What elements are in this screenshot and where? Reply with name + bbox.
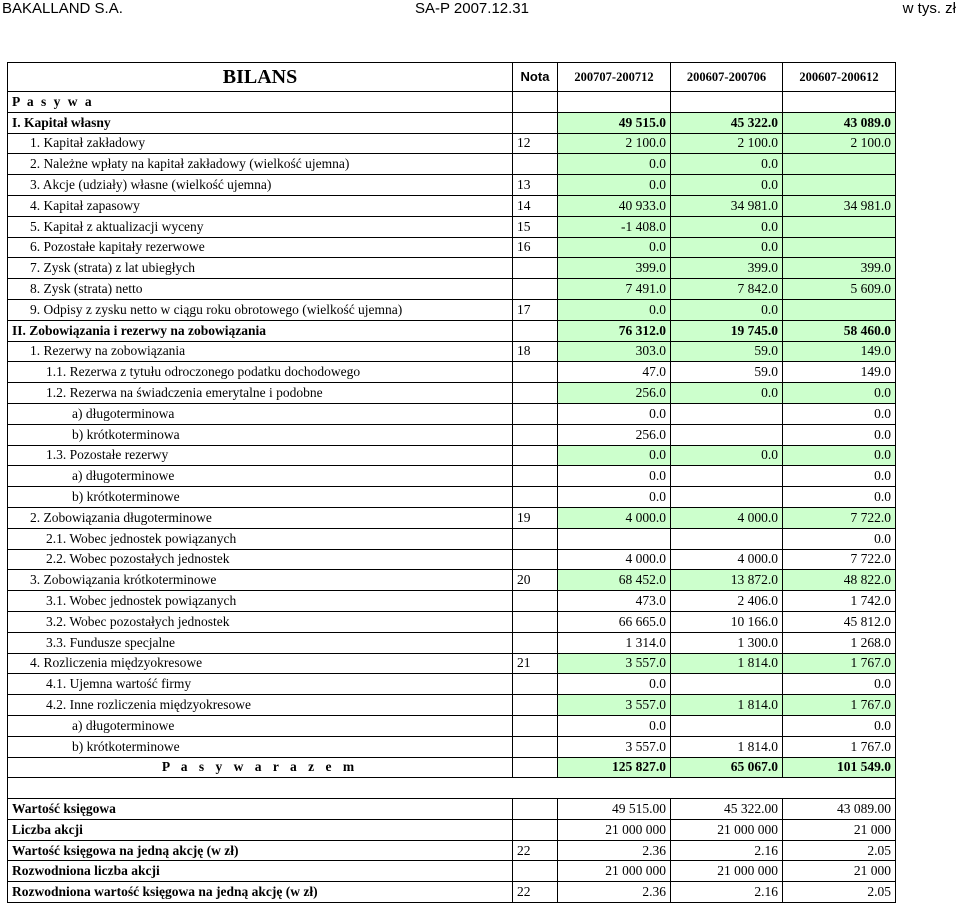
table-row	[8, 674, 896, 695]
row-label: 2.2. Wobec pozostałych jednostek	[8, 549, 513, 570]
row-nota: 18	[513, 341, 558, 362]
row-value: 49 515.0	[558, 112, 671, 133]
report-id: SA-P 2007.12.31	[415, 0, 529, 17]
row-value: 0.0	[671, 445, 783, 466]
row-value: 149.0	[783, 341, 896, 362]
company-name: BAKALLAND S.A.	[2, 0, 123, 17]
row-value: 59.0	[671, 341, 783, 362]
row-nota	[513, 424, 558, 445]
row-value	[671, 528, 783, 549]
row-value: 256.0	[558, 424, 671, 445]
summary-nota: 22	[513, 840, 558, 861]
row-label: 1.3. Pozostałe rezerwy	[8, 445, 513, 466]
summary-label: Wartość księgowa na jedną akcję (w zł)	[8, 840, 513, 861]
row-value: 7 722.0	[783, 507, 896, 528]
summary-row	[8, 799, 896, 820]
row-nota: 19	[513, 507, 558, 528]
summary-label: Rozwodniona liczba akcji	[8, 861, 513, 882]
table-row	[8, 570, 896, 591]
table-row	[8, 133, 896, 154]
row-value: 0.0	[671, 383, 783, 404]
row-value: 13 872.0	[671, 570, 783, 591]
spacer-row	[8, 778, 896, 799]
row-value: 0.0	[558, 237, 671, 258]
row-value	[783, 175, 896, 196]
row-label: 5. Kapitał z aktualizacji wyceny	[8, 216, 513, 237]
row-nota	[513, 715, 558, 736]
section-row	[8, 92, 896, 113]
table-row	[8, 632, 896, 653]
empty-cell	[783, 778, 896, 799]
row-nota	[513, 632, 558, 653]
empty-cell	[783, 92, 896, 113]
row-label: 9. Odpisy z zysku netto w ciągu roku obrotowego (wielkość ujemna)	[8, 299, 513, 320]
summary-value: 21 000	[783, 861, 896, 882]
row-nota: 14	[513, 195, 558, 216]
summary-nota: 22	[513, 882, 558, 903]
row-value	[671, 487, 783, 508]
row-nota	[513, 383, 558, 404]
row-nota	[513, 736, 558, 757]
summary-value: 21 000	[783, 819, 896, 840]
row-value: 1 814.0	[671, 695, 783, 716]
empty-cell	[671, 92, 783, 113]
row-label: 8. Zysk (strata) netto	[8, 279, 513, 300]
row-value	[671, 403, 783, 424]
row-value	[671, 424, 783, 445]
row-value: 0.0	[558, 487, 671, 508]
total-row	[8, 757, 896, 778]
row-value: 7 491.0	[558, 279, 671, 300]
row-label: II. Zobowiązania i rezerwy na zobowiązania	[8, 320, 513, 341]
row-value: 3 557.0	[558, 653, 671, 674]
row-label: 3.3. Fundusze specjalne	[8, 632, 513, 653]
summary-label: Wartość księgowa	[8, 799, 513, 820]
summary-row	[8, 819, 896, 840]
empty-cell	[8, 778, 513, 799]
row-value	[558, 528, 671, 549]
row-value: 45 812.0	[783, 611, 896, 632]
row-value: 1 814.0	[671, 736, 783, 757]
row-label: 2. Zobowiązania długoterminowe	[8, 507, 513, 528]
row-nota: 15	[513, 216, 558, 237]
row-value: 473.0	[558, 591, 671, 612]
row-label: 3.1. Wobec jednostek powiązanych	[8, 591, 513, 612]
empty-cell	[513, 92, 558, 113]
summary-value: 21 000 000	[671, 819, 783, 840]
row-value	[783, 154, 896, 175]
table-row	[8, 507, 896, 528]
row-value: 0.0	[558, 715, 671, 736]
row-value: 1 814.0	[671, 653, 783, 674]
balance-sheet-table	[7, 62, 896, 903]
period-header: 200607-200706	[671, 63, 783, 92]
table-row	[8, 403, 896, 424]
row-nota: 20	[513, 570, 558, 591]
row-nota: 12	[513, 133, 558, 154]
row-value: 68 452.0	[558, 570, 671, 591]
row-value: 59.0	[671, 362, 783, 383]
summary-nota	[513, 799, 558, 820]
row-value	[671, 715, 783, 736]
row-label: 4. Rozliczenia międzyokresowe	[8, 653, 513, 674]
row-value: 0.0	[671, 237, 783, 258]
row-value: 2 100.0	[783, 133, 896, 154]
row-value: 43 089.0	[783, 112, 896, 133]
table-row	[8, 195, 896, 216]
table-row	[8, 341, 896, 362]
row-value: 2 406.0	[671, 591, 783, 612]
table-row	[8, 424, 896, 445]
row-label: a) długoterminowe	[8, 466, 513, 487]
table-row	[8, 112, 896, 133]
row-value: 1 742.0	[783, 591, 896, 612]
row-value	[783, 216, 896, 237]
row-value: 4 000.0	[671, 549, 783, 570]
row-value: 0.0	[783, 674, 896, 695]
row-value: 7 842.0	[671, 279, 783, 300]
empty-cell	[513, 778, 558, 799]
empty-cell	[558, 92, 671, 113]
summary-value: 2.16	[671, 840, 783, 861]
row-nota	[513, 154, 558, 175]
row-label: 6. Pozostałe kapitały rezerwowe	[8, 237, 513, 258]
summary-nota	[513, 861, 558, 882]
row-label: 4.2. Inne rozliczenia międzyokresowe	[8, 695, 513, 716]
table-row	[8, 736, 896, 757]
row-value: 4 000.0	[671, 507, 783, 528]
row-value: 0.0	[558, 403, 671, 424]
row-label: 4. Kapitał zapasowy	[8, 195, 513, 216]
summary-value: 45 322.00	[671, 799, 783, 820]
table-row	[8, 466, 896, 487]
row-value: 0.0	[783, 715, 896, 736]
row-label: 1.2. Rezerwa na świadczenia emerytalne i podobne	[8, 383, 513, 404]
row-value: 40 933.0	[558, 195, 671, 216]
table-row	[8, 715, 896, 736]
row-value: 0.0	[783, 403, 896, 424]
row-value: 0.0	[671, 175, 783, 196]
row-value: 76 312.0	[558, 320, 671, 341]
table-row	[8, 299, 896, 320]
summary-row	[8, 861, 896, 882]
total-label: P a s y w a r a z e m	[8, 757, 513, 778]
row-value: 0.0	[558, 154, 671, 175]
row-value: 7 722.0	[783, 549, 896, 570]
row-value: 58 460.0	[783, 320, 896, 341]
row-value: 0.0	[783, 487, 896, 508]
table-row	[8, 528, 896, 549]
row-nota	[513, 445, 558, 466]
row-value: 1 767.0	[783, 653, 896, 674]
row-value: 0.0	[783, 383, 896, 404]
row-nota	[513, 403, 558, 424]
row-label: 3. Zobowiązania krótkoterminowe	[8, 570, 513, 591]
table-header-row	[8, 63, 896, 92]
summary-value: 21 000 000	[558, 819, 671, 840]
row-value: 0.0	[671, 216, 783, 237]
table-title: BILANS	[8, 63, 513, 92]
section-label: P a s y w a	[8, 92, 513, 113]
empty-cell	[513, 757, 558, 778]
row-value: 256.0	[558, 383, 671, 404]
row-nota	[513, 611, 558, 632]
row-label: b) krótkoterminowe	[8, 736, 513, 757]
table-row	[8, 445, 896, 466]
empty-cell	[558, 778, 671, 799]
row-label: a) długoterminowe	[8, 715, 513, 736]
row-value: 303.0	[558, 341, 671, 362]
summary-value: 2.36	[558, 840, 671, 861]
row-value: 3 557.0	[558, 695, 671, 716]
row-value: 45 322.0	[671, 112, 783, 133]
row-nota	[513, 695, 558, 716]
row-label: b) krótkoterminowa	[8, 424, 513, 445]
table-row	[8, 653, 896, 674]
row-value: -1 408.0	[558, 216, 671, 237]
row-value: 1 767.0	[783, 736, 896, 757]
row-value: 0.0	[558, 175, 671, 196]
summary-label: Liczba akcji	[8, 819, 513, 840]
row-value	[671, 466, 783, 487]
row-nota	[513, 320, 558, 341]
row-label: b) krótkoterminowe	[8, 487, 513, 508]
row-value: 19 745.0	[671, 320, 783, 341]
empty-cell	[671, 778, 783, 799]
row-value: 399.0	[558, 258, 671, 279]
table-row	[8, 487, 896, 508]
row-value: 3 557.0	[558, 736, 671, 757]
row-value: 4 000.0	[558, 507, 671, 528]
table-row	[8, 279, 896, 300]
row-label: 4.1. Ujemna wartość firmy	[8, 674, 513, 695]
period-header: 200707-200712	[558, 63, 671, 92]
row-value: 0.0	[558, 299, 671, 320]
row-value: 0.0	[783, 466, 896, 487]
row-nota	[513, 549, 558, 570]
table-row	[8, 362, 896, 383]
table-row	[8, 154, 896, 175]
row-label: 3. Akcje (udziały) własne (wielkość ujemna)	[8, 175, 513, 196]
row-value: 0.0	[558, 466, 671, 487]
nota-header: Nota	[513, 63, 558, 92]
table-row	[8, 216, 896, 237]
summary-value: 2.16	[671, 882, 783, 903]
row-value: 47.0	[558, 362, 671, 383]
row-value: 34 981.0	[671, 195, 783, 216]
summary-value: 49 515.00	[558, 799, 671, 820]
row-value: 0.0	[783, 445, 896, 466]
row-label: 1.1. Rezerwa z tytułu odroczonego podatku dochodowego	[8, 362, 513, 383]
summary-value: 21 000 000	[671, 861, 783, 882]
row-value: 0.0	[783, 528, 896, 549]
table-row	[8, 591, 896, 612]
row-value: 1 767.0	[783, 695, 896, 716]
row-value: 2 100.0	[558, 133, 671, 154]
row-label: 3.2. Wobec pozostałych jednostek	[8, 611, 513, 632]
row-nota	[513, 279, 558, 300]
table-row	[8, 237, 896, 258]
summary-value: 2.05	[783, 840, 896, 861]
summary-row	[8, 882, 896, 903]
summary-value: 2.05	[783, 882, 896, 903]
row-value: 10 166.0	[671, 611, 783, 632]
unit-label: w tys. zł	[902, 0, 956, 17]
row-value: 1 300.0	[671, 632, 783, 653]
summary-row	[8, 840, 896, 861]
row-value: 0.0	[671, 299, 783, 320]
report-header	[0, 0, 960, 22]
row-label: 1. Rezerwy na zobowiązania	[8, 341, 513, 362]
row-nota: 16	[513, 237, 558, 258]
row-nota: 13	[513, 175, 558, 196]
row-value	[783, 237, 896, 258]
row-label: a) długoterminowa	[8, 403, 513, 424]
summary-value: 2.36	[558, 882, 671, 903]
row-nota	[513, 591, 558, 612]
row-value: 66 665.0	[558, 611, 671, 632]
table-row	[8, 611, 896, 632]
table-row	[8, 320, 896, 341]
period-header: 200607-200612	[783, 63, 896, 92]
row-value: 2 100.0	[671, 133, 783, 154]
row-label: I. Kapitał własny	[8, 112, 513, 133]
row-nota	[513, 362, 558, 383]
row-value	[671, 674, 783, 695]
row-value: 149.0	[783, 362, 896, 383]
row-label: 2.1. Wobec jednostek powiązanych	[8, 528, 513, 549]
row-nota	[513, 487, 558, 508]
row-nota	[513, 528, 558, 549]
row-value: 0.0	[671, 154, 783, 175]
summary-value: 21 000 000	[558, 861, 671, 882]
summary-label: Rozwodniona wartość księgowa na jedną akcję (w zł)	[8, 882, 513, 903]
row-value: 34 981.0	[783, 195, 896, 216]
row-value: 5 609.0	[783, 279, 896, 300]
row-label: 2. Należne wpłaty na kapitał zakładowy (wielkość ujemna)	[8, 154, 513, 175]
row-value: 1 314.0	[558, 632, 671, 653]
row-value: 0.0	[558, 445, 671, 466]
table-row	[8, 549, 896, 570]
row-value: 399.0	[783, 258, 896, 279]
row-value: 48 822.0	[783, 570, 896, 591]
row-nota	[513, 466, 558, 487]
row-nota	[513, 258, 558, 279]
row-value: 1 268.0	[783, 632, 896, 653]
row-label: 7. Zysk (strata) z lat ubiegłych	[8, 258, 513, 279]
summary-nota	[513, 819, 558, 840]
row-value: 4 000.0	[558, 549, 671, 570]
row-nota	[513, 674, 558, 695]
summary-value: 43 089.00	[783, 799, 896, 820]
total-value: 125 827.0	[558, 757, 671, 778]
row-nota: 17	[513, 299, 558, 320]
table-row	[8, 695, 896, 716]
total-value: 101 549.0	[783, 757, 896, 778]
table-row	[8, 258, 896, 279]
row-value: 399.0	[671, 258, 783, 279]
table-row	[8, 383, 896, 404]
row-value: 0.0	[783, 424, 896, 445]
row-nota: 21	[513, 653, 558, 674]
row-value: 0.0	[558, 674, 671, 695]
row-label: 1. Kapitał zakładowy	[8, 133, 513, 154]
row-nota	[513, 112, 558, 133]
row-value	[783, 299, 896, 320]
total-value: 65 067.0	[671, 757, 783, 778]
table-row	[8, 175, 896, 196]
